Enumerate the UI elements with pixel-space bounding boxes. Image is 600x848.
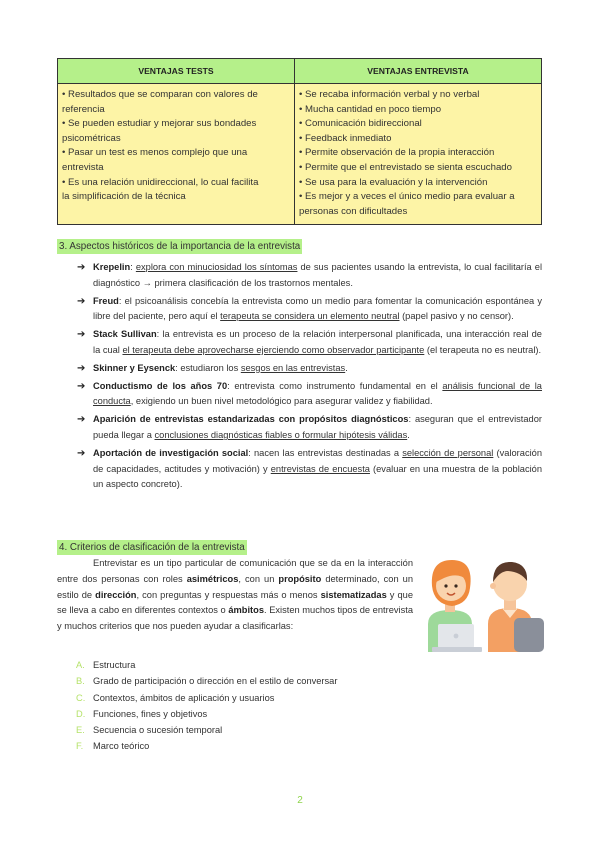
arrow-right-icon: ➔ — [77, 447, 86, 459]
intro-bold: dirección — [95, 589, 137, 600]
history-list — [77, 260, 542, 495]
entrevista-line: • Es mejor y a veces el único medio para evaluar a — [299, 191, 515, 203]
item-underline: el terapeuta debe aprovecharse ejerciendo como observador participante — [122, 344, 425, 355]
item-underline: sesgos en las entrevistas — [240, 362, 346, 373]
entrevista-line: • Se recaba información verbal y no verbal — [299, 89, 480, 100]
list-item — [76, 657, 337, 673]
list-item — [77, 327, 542, 359]
list-letter: E. — [76, 725, 85, 736]
entrevista-line: • Se usa para la evaluación y la intervención — [299, 176, 488, 188]
list-text: Secuencia o sucesión temporal — [93, 725, 223, 736]
item-text: (evaluar en una muestra de la población un aspecto concreto). — [93, 463, 543, 490]
item-text: : estudiaron los — [175, 362, 241, 373]
list-item — [76, 722, 337, 738]
item-text: : nacen las entrevistas destinadas a — [248, 447, 403, 458]
tests-line: • Se pueden estudiar y mejorar sus bondades — [62, 118, 257, 130]
item-underline: explora con minuciosidad los síntomas — [135, 262, 298, 272]
tests-line: • Es una relación unidireccional, lo cual facilita — [62, 176, 259, 188]
table-row — [58, 84, 542, 225]
item-text: : aseguran que el entrevistador pueda llegar a — [93, 414, 542, 440]
page-number: 2 — [297, 795, 303, 806]
item-underline: entrevistas de encuesta — [270, 463, 370, 474]
intro-text: Entrevistar es un tipo particular de comunicación que se da en la interacción entre dos personas con roles — [57, 558, 413, 584]
tests-line: • Resultados que se comparan con valores de — [62, 89, 258, 100]
list-letter: B. — [76, 676, 85, 687]
list-item — [76, 690, 337, 706]
item-text: . — [345, 362, 348, 373]
list-item — [77, 294, 542, 326]
list-item — [76, 738, 337, 754]
item-text: , exigiendo un buen nivel metodológico para asegurar validez y fiabilidad. — [130, 396, 433, 407]
list-item — [76, 673, 337, 689]
list-item — [76, 706, 337, 722]
entrevista-line: personas con dificultades — [299, 205, 408, 217]
item-underline: terapeuta se considera un elemento neutral — [220, 311, 400, 322]
list-text: Contextos, ámbitos de aplicación y usuarios — [93, 692, 275, 703]
list-text: Grado de participación o dirección en el estilo de conversar — [93, 676, 338, 687]
item-name: Freud — [93, 295, 119, 306]
item-text: (papel pasivo y no censor). — [399, 311, 514, 322]
item-name: Aportación de investigación social — [93, 447, 249, 458]
item-text: de sus pacientes usando la entrevista, lo cual facilitaría el diagnóstico → primera clasificación de los trastornos mentales. — [93, 262, 543, 288]
intro-text: determinado, con un estilo de — [57, 573, 413, 600]
list-item — [77, 446, 542, 493]
entrevista-line: • Mucha cantidad en poco tiempo — [299, 103, 442, 115]
item-name: Stack Sullivan — [93, 329, 157, 340]
list-item — [77, 260, 542, 292]
advantages-table — [57, 58, 542, 225]
intro-bold: asimétricos — [186, 573, 239, 584]
list-letter: D. — [76, 708, 86, 719]
list-letter: C. — [76, 692, 86, 703]
item-name: Skinner y Eysenck — [93, 362, 176, 373]
intro-bold: ámbitos — [228, 605, 264, 616]
item-name: Krepelin — [93, 262, 131, 272]
item-text: (valoración de capacidades, actitudes y motivación) y — [93, 447, 542, 474]
entrevista-line: • Permite que el entrevistado se sienta escuchado — [299, 161, 512, 173]
item-text: : el psicoanálisis concebía la entrevista como un medio para fomentar la comunicación espontánea y libre del paciente, pero aquí el — [93, 295, 542, 322]
intro-text: , con preguntas y respuestas más o menos — [136, 589, 321, 600]
list-text: Estructura — [93, 660, 136, 670]
header-entrevista: VENTAJAS ENTREVISTA — [295, 59, 542, 84]
item-name: Aparición de entrevistas estandarizadas con propósitos diagnósticos — [93, 414, 409, 425]
tests-line: entrevista — [62, 161, 104, 173]
arrow-right-icon: ➔ — [77, 362, 86, 374]
item-underline: análisis funcional de la conducta — [93, 380, 542, 407]
intro-text: y que se lleva a cabo en diferentes contextos o — [57, 589, 414, 616]
intro-bold: propósito — [278, 573, 322, 584]
tests-line: la simplificación de la técnica — [62, 191, 186, 203]
tests-line: • Pasar un test es menos complejo que una — [62, 147, 248, 159]
intro-text: , con un — [238, 573, 279, 584]
header-tests: VENTAJAS TESTS — [58, 59, 295, 84]
item-text: : entrevista como instrumento fundamental en el — [227, 380, 443, 391]
list-item — [77, 361, 542, 377]
arrow-right-icon: ➔ — [77, 295, 86, 307]
arrow-right-icon: ➔ — [77, 329, 86, 341]
list-letter: A. — [76, 660, 85, 670]
arrow-right-icon: ➔ — [77, 380, 86, 392]
tests-cell — [58, 84, 295, 225]
list-letter: F. — [76, 741, 84, 752]
list-item — [77, 379, 542, 411]
tests-line: referencia — [62, 103, 105, 115]
entrevista-line: • Comunicación bidireccional — [299, 118, 422, 130]
arrow-right-icon: ➔ — [77, 262, 86, 273]
item-underline: conclusiones diagnósticas fiables o formular hipótesis válidas — [154, 429, 408, 440]
interview-illustration-icon — [424, 548, 544, 652]
entrevista-line: • Feedback inmediato — [299, 132, 392, 144]
list-text: Funciones, fines y objetivos — [93, 708, 208, 719]
section-4-intro — [57, 556, 413, 635]
item-text: : — [130, 262, 136, 272]
tests-line: psicométricas — [62, 132, 121, 144]
item-underline: selección de personal — [402, 447, 494, 458]
table-header-row — [58, 59, 542, 84]
intro-bold: sistematizadas — [320, 589, 387, 600]
item-name: Conductismo de los años 70 — [93, 380, 228, 391]
section-4-heading: 4. Criterios de clasificación de la entrevista — [59, 542, 245, 553]
item-text: : la entrevista es un proceso de la relación interpersonal planificada, una interacción real de la cual — [93, 329, 542, 355]
entrevista-line: • Permite observación de la propia interacción — [299, 147, 495, 159]
intro-text: . Existen muchos tipos de entrevista y muchos criterios que nos pueden ayudar a clasificarlas: — [57, 605, 413, 632]
item-text: . — [407, 429, 410, 440]
item-text: (el terapeuta no es neutral). — [424, 344, 542, 355]
entrevista-cell — [295, 84, 542, 225]
list-text: Marco teórico — [93, 741, 150, 752]
list-item — [77, 412, 542, 444]
arrow-right-icon: ➔ — [77, 414, 86, 426]
criteria-list — [76, 657, 337, 755]
section-3-heading: 3. Aspectos históricos de la importancia de la entrevista — [59, 241, 301, 252]
